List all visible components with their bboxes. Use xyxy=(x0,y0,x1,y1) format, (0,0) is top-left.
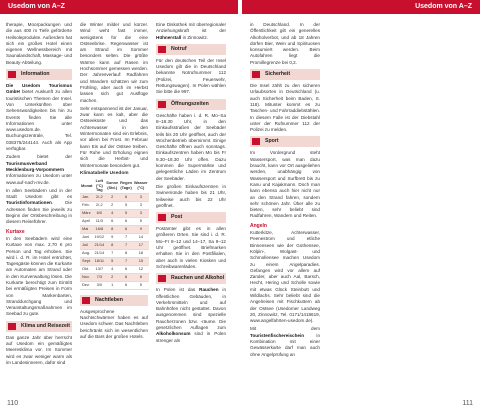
table-cell: 19/12 xyxy=(93,233,105,241)
table-cell: 21/14 xyxy=(93,241,105,249)
table-cell: 8 xyxy=(133,273,149,281)
table-cell: 6/0 xyxy=(93,209,105,217)
section-title: Nachtleben xyxy=(95,296,123,303)
month-cell: April xyxy=(80,217,93,225)
table-row xyxy=(80,257,149,265)
table-header-row xyxy=(80,179,149,193)
paragraph: Kutterkitze, Achterwasser, Peenestrom und etliche Binnenseen wie der Gothensee, Kölpin-, Wolgast- und Schmollensee machen Usedom zu einem Angelparadies. Gefangen wird vor allem auf Zander, aber auch Aal, Barsch, Hecht, Hering und Scholle sowie mit etwas Glück Steinbutt und Wildlachs. Sehr beliebt sind die Angelreisen mit Fischkuttern ab der Ostsee (Usedomer Landweg 20, Zinnowitz, Tel. 0171/1418619, www.angelfahrten-usedom.de). xyxy=(250,230,320,324)
month-cell: Juli xyxy=(80,241,93,249)
text: In allen Seebädern und in der Stadt Usedom gibt es xyxy=(6,187,72,200)
bold-term: Alkoholkonsum xyxy=(156,331,191,337)
table-cell: 11/3 xyxy=(93,217,105,225)
paragraph xyxy=(156,22,226,41)
table-cell: 13/7 xyxy=(93,265,105,273)
text: . Die Adressen finden Sie jeweils zu Beginn der Ortsbeschreibung in diesem Reiseführer. xyxy=(6,200,72,225)
column-header: Wasser (°C) xyxy=(133,179,149,193)
text: in Kombination mit einer Gewässerkarte darf man auch ohne Angelprüfung an xyxy=(250,332,320,357)
table-cell: 3 xyxy=(133,193,149,201)
bold-term: Die Usedom Tourismus GmbH xyxy=(6,83,72,95)
paragraph xyxy=(6,154,72,185)
table-cell: 12 xyxy=(133,265,149,273)
paragraph: Die großen Einkaufszentren in Swinemünde haben bis 21 Uhr, teilweise auch bis 22 Uhr geöffnet. xyxy=(156,183,226,208)
table-cell: 3 xyxy=(133,201,149,209)
month-cell: Okt. xyxy=(80,265,93,273)
section-title: Post xyxy=(171,214,183,221)
month-cell: März xyxy=(80,209,93,217)
table-cell: 7 xyxy=(119,241,133,249)
column-4 xyxy=(250,22,320,360)
paragraph: Im Vordergrund steht Wassersport, was man dazu braucht, kann vor Ort ausgeliehen werden, unabhängig von Wassersport und Surfbrett bis zu Kanu und Kajakmann. Doch man kann ebenso auch hier nicht nur an den Strand fahren, sondern sehr schönen Jahr. Über alle zu bieten, sehr beliebt sind Radfahren, Wandern und Reiten. xyxy=(250,150,320,219)
paragraph xyxy=(6,83,72,152)
section-title: Öffnungszeiten xyxy=(171,100,209,107)
table-row xyxy=(80,225,149,233)
right-page xyxy=(240,0,480,410)
bold-term: Touristinformationen xyxy=(6,200,52,206)
table-cell: 4 xyxy=(105,265,119,273)
table-cell: 7/3 xyxy=(93,273,105,281)
bold-term: Rauchen xyxy=(199,287,219,293)
table-cell: 8 xyxy=(105,241,119,249)
paragraph: Das ganze Jahr über herrscht auf Usedom ein gemäßigtes Meeresklima vor. Im Sommer wird es zwar weniger warm als im Landesinneren, dafür sind xyxy=(6,334,72,365)
table-cell: 7 xyxy=(119,257,133,265)
section-heading-nachtleben xyxy=(80,295,148,306)
paragraph: Für den deutschen Teil der Insel Usedom gilt die in Deutschland bekannte Notrufnummer 112 (Polizei, Feuerwehr, Rettungswagen). In Polen wählen Sie bitte die 997. xyxy=(156,57,226,95)
climate-table-title: Klimatabelle Usedom xyxy=(80,170,129,176)
column-3 xyxy=(156,22,226,346)
paragraph: die Winter milder und kürzer. Wind weht fast immer, wenigstens für die eine Ostseebrise. Regenwasser ist am Strand im Sommer besonders selten. Die größte Wärme kann auf Rasen im Hochsommer gemessen werden. Der Jahresverlauf: Radfahren und Wandern schätzen wir zum Frühling, aber auch im Herbst lassen sich gut Ausflüge machen. xyxy=(80,22,148,103)
month-cell: Aug. xyxy=(80,249,93,257)
paragraph: Geschäfte haben i. d. R. Mo–Sa 8–18.30 Uhr, in den Einkaufsstraßen der Seebäder teils bis 20 Uhr geöffnet, auch der Wochenbetrieb übernimmt. Einige Geschäfte öffnen auch sonntags. Einkaufszentren haben Mo bis Fr 9.30–18.30 Uhr offen. Dazu kommen die Supermärkte und gelegentliche Läden im Zentrum der Seebäder. xyxy=(156,112,226,181)
intro-paragraph: therapie, Moorpackungen und die aus 400 m Tiefe geförderte Heilsoleprodukte. Außerdem hat sich ein großes Hotel einen eigenen Wellnessbereich mit Saunalandschaft, Massage- und Beauty-Abteilung. xyxy=(6,22,72,65)
table-cell: 2 xyxy=(105,273,119,281)
table-row xyxy=(80,265,149,273)
table-cell: 18 xyxy=(133,249,149,257)
table-cell: 8 xyxy=(119,249,133,257)
table-cell: 1 xyxy=(105,281,119,289)
column-header: Monat xyxy=(80,179,93,193)
column-2 xyxy=(80,22,148,342)
bold-term: Tourismusverband Mecklenburg-Vorpommern xyxy=(6,160,65,172)
table-row xyxy=(80,209,149,217)
section-marker-icon xyxy=(8,323,16,330)
month-cell: Dez. xyxy=(80,281,93,289)
text: Zudem bietet der xyxy=(6,154,72,160)
section-heading-oeffnungszeiten xyxy=(156,99,226,110)
table-cell: 7 xyxy=(105,249,119,257)
section-marker-icon xyxy=(8,71,16,78)
table-row xyxy=(80,241,149,249)
month-cell: Mai xyxy=(80,225,93,233)
section-marker-icon xyxy=(252,71,260,78)
month-cell: Feb. xyxy=(80,201,93,209)
table-cell: 17 xyxy=(133,241,149,249)
text: in Zinnowitz. xyxy=(182,34,209,40)
text: Mit dem xyxy=(250,326,320,332)
section-title: Notruf xyxy=(171,45,187,52)
table-cell: 18/11 xyxy=(93,257,105,265)
table-cell: 16/8 xyxy=(93,225,105,233)
paragraph: Postämter gibt es in allen größeren Orten. Sie sind i. d. R. Mo–Fr 8–12 und 14–17, Sa 9–12 Uhr geöffnet. Briefmarken erhalten Sie in den Postfilialen, aber auch in vielen Kiosken und Schreibwarenläden. xyxy=(156,226,226,269)
paragraph: Sehr entspannend ist der Januar, zwar kann es kalt, aber die Ostseeküste und das Achterwasser in den Wintermonaten sind ein Erlebnis, vor allem bei Frost. Im Februar kann Eis auf der Ostsee treiben. Für Ruhe und Erholung eignen sich die Herbst- und Wintermonate besonders gut. xyxy=(80,105,148,168)
table-cell: 5 xyxy=(105,257,119,265)
paragraph: In den Seebädern wird eine Kurtaxe von max. 2,70 € pro Person und Tag erhoben. Sie wird i. d. R. im Hotel entrichtet, Tagesgäste können die Kurkarte am Automaten am Strand oder in den Kurverwaltung lösen. Die Kurkarte berechtigt zum Eintritt bei ermäßigten Preisen in Form von Markenbarten, Stranddurchgang und Veranstaltungsmaßnahmen im Seebad zu gute. xyxy=(6,235,72,317)
running-header-right: Usedom von A–Z xyxy=(242,0,480,14)
table-row xyxy=(80,281,149,289)
paragraph: in Deutschland. In der Öffentlichkeit gilt ein generelles Alkoholverbot, und ab 18 Jahren dürfen Bier, Wein und Spirituosen konsumiert werden. Beim Autofahren liegt die Promillegrenze bei 0,2. xyxy=(250,22,320,65)
page-number-left: 110 xyxy=(7,400,19,407)
table-cell: 5 xyxy=(133,217,149,225)
table-row xyxy=(80,201,149,209)
section-marker-icon xyxy=(158,46,166,53)
paragraph xyxy=(250,326,320,357)
table-cell: 4 xyxy=(105,209,119,217)
column-header: Sonne (Std.) xyxy=(105,179,119,193)
text: In Polen ist das xyxy=(156,287,196,293)
subheading-angeln: Angeln xyxy=(250,222,267,229)
section-marker-icon xyxy=(158,214,166,221)
section-heading-sicherheit xyxy=(250,69,320,80)
section-title: Information xyxy=(21,71,50,78)
table-cell: 6 xyxy=(119,273,133,281)
text: sind in Polen strenger als xyxy=(156,331,227,343)
table-row xyxy=(80,217,149,225)
paragraph xyxy=(156,287,226,344)
column-header: Luft (°C) Tag xyxy=(93,179,105,193)
text: in öffentlichen Gebäuden, in Verkehrsmitteln und auf Bahnhöfen nicht gestattet. Davon ausgenommen sind spezielle Raucherzonen bzw. -räume. Die gesetzlichen Auflagen zum xyxy=(156,287,226,330)
table-cell: 21/14 xyxy=(93,249,105,257)
table-cell: 6 xyxy=(119,193,133,201)
table-row xyxy=(80,193,149,201)
section-marker-icon xyxy=(82,297,90,304)
section-heading-sport xyxy=(250,136,320,147)
table-cell: 5 xyxy=(119,209,133,217)
section-heading-post xyxy=(156,212,226,223)
table-cell: 9 xyxy=(133,225,149,233)
table-cell: 5 xyxy=(133,281,149,289)
table-cell: 8 xyxy=(105,225,119,233)
section-title: Rauchen und Alkohol xyxy=(171,275,225,282)
section-title: Sport xyxy=(265,138,279,145)
text: Informationen zu Usedom unter www.auf-nach-mv.de. xyxy=(6,173,72,185)
section-title: Klima und Reisezeit xyxy=(21,322,71,329)
text: bietet Auskunft zu allen touristischen Themen der Insel. Von Unterkünften über Sehenswürdigkeiten bis hin zu Events finden Sie alle Informationen unter www.usedom.de. Buchungszentrale, Tel. 038375/244144. Auch als App verfügbar. xyxy=(6,89,72,152)
table-cell: 2/-2 xyxy=(93,201,105,209)
table-cell: 3/0 xyxy=(93,281,105,289)
bold-term: Touristenfischereischein xyxy=(250,332,305,338)
section-marker-icon xyxy=(158,275,166,282)
month-cell: Jan. xyxy=(80,193,93,201)
section-heading-klima xyxy=(6,321,72,332)
table-cell: 6 xyxy=(105,217,119,225)
page-number-right: 111 xyxy=(462,400,473,407)
paragraph xyxy=(6,188,72,226)
table-cell: 15 xyxy=(133,257,149,265)
table-row xyxy=(80,233,149,241)
running-header-left: Usedom von A–Z xyxy=(0,0,238,14)
table-cell: 6 xyxy=(119,217,133,225)
bold-term: Hühnerstall xyxy=(156,34,182,40)
table-cell: 2/-2 xyxy=(93,193,105,201)
month-cell: Juni xyxy=(80,233,93,241)
table-cell: 7 xyxy=(119,233,133,241)
paragraph: Die Insel zählt zu den sicheren Urlaubsorten in Deutschland (u. auch Sicherheit beim Baden, S. 118). Mitunter kommt es zu Taschen- und Fahrraddiebstählen. In diesem Falle ist der Diebstahl unter der Rufnummer 112 der Polizei zu melden. xyxy=(250,83,320,133)
table-cell: 5 xyxy=(119,201,133,209)
subheading-kurtaxe: Kurtaxe xyxy=(6,228,25,235)
column-1 xyxy=(6,22,72,368)
paragraph: Ausgesprochene Nachtschwärmer haben es auf Usedom schwer. Das Nachtleben beschränkt sich im wesentlichen auf die Bars der großen Hotels. xyxy=(80,308,148,339)
section-heading-information xyxy=(6,69,72,80)
table-cell: 6 xyxy=(119,265,133,273)
month-cell: Sept. xyxy=(80,257,93,265)
month-cell: Nov. xyxy=(80,273,93,281)
section-marker-icon xyxy=(252,138,260,145)
section-heading-rauchen xyxy=(156,273,226,284)
table-row xyxy=(80,273,149,281)
table-cell: 6 xyxy=(119,281,133,289)
table-cell: 14 xyxy=(133,233,149,241)
table-cell: 2 xyxy=(105,201,119,209)
column-header: Regen (Tage) xyxy=(119,179,133,193)
table-cell: 9 xyxy=(105,233,119,241)
section-title: Sicherheit xyxy=(265,71,291,78)
table-cell: 3 xyxy=(133,209,149,217)
section-marker-icon xyxy=(158,101,166,108)
table-row xyxy=(80,249,149,257)
text: Eine Diskothek mit überregionaler Anziehungskraft ist der xyxy=(156,22,226,34)
table-cell: 6 xyxy=(119,225,133,233)
climate-table xyxy=(80,179,149,290)
section-heading-notruf xyxy=(156,44,226,55)
table-cell: 2 xyxy=(105,193,119,201)
climate-table-body xyxy=(80,193,149,289)
